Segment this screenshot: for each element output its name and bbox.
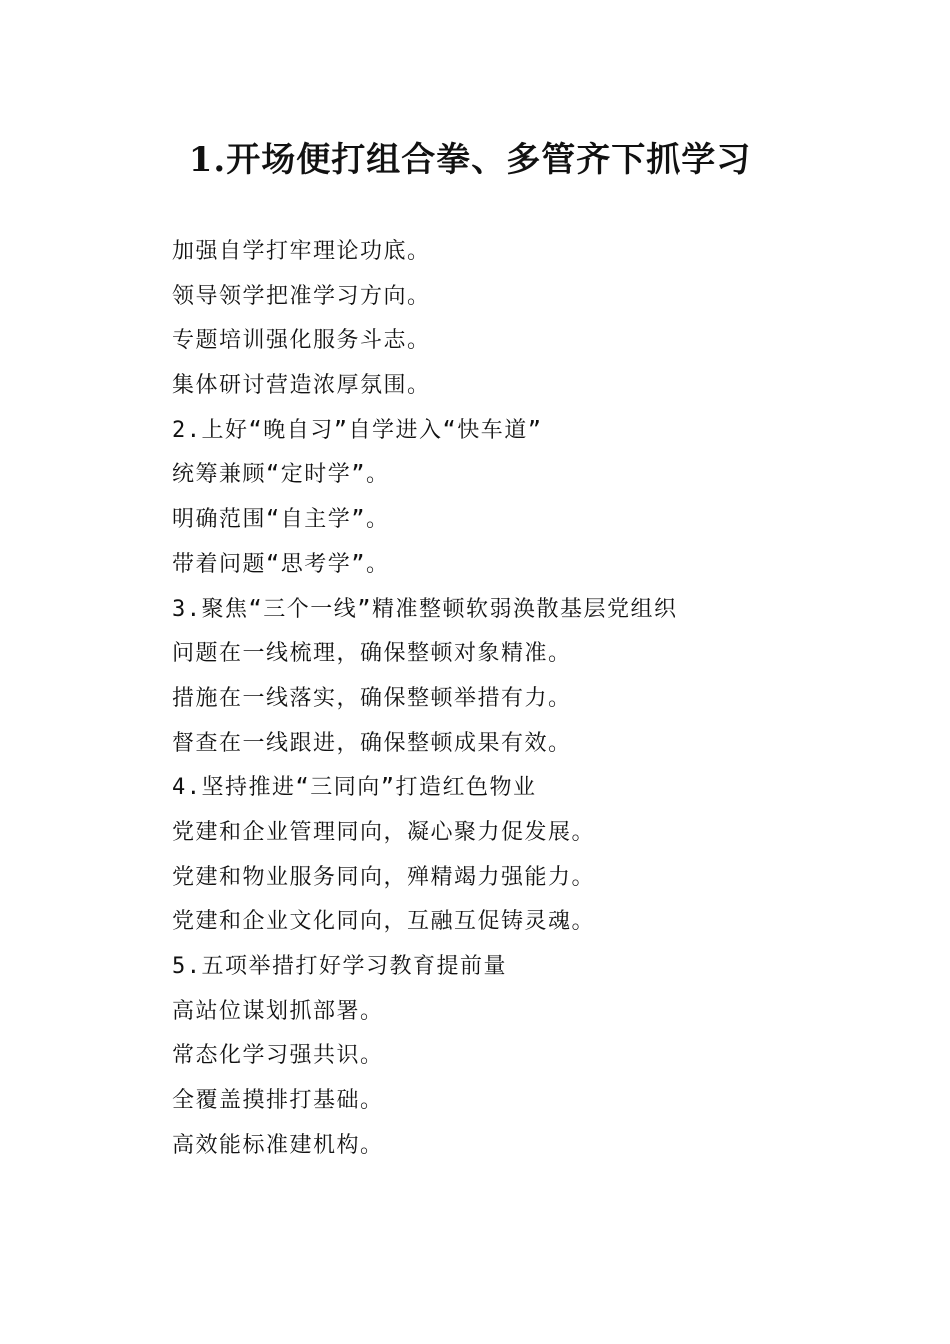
section-heading: 3.聚焦“三个一线”精准整顿软弱涣散基层党组织 <box>172 596 678 622</box>
document-body <box>172 230 892 1168</box>
text-line: 高站位谋划抓部署。 <box>172 998 384 1024</box>
text-line: 统筹兼顾“定时学”。 <box>172 462 390 488</box>
text-line: 党建和物业服务同向，殚精竭力强能力。 <box>172 864 596 890</box>
section-heading: 4.坚持推进“三同向”打造红色物业 <box>172 775 537 801</box>
text-line: 专题培训强化服务斗志。 <box>172 328 431 354</box>
text-line: 措施在一线落实，确保整顿举措有力。 <box>172 685 572 711</box>
text-line: 党建和企业管理同向，凝心聚力促发展。 <box>172 819 596 845</box>
text-line: 全覆盖摸排打基础。 <box>172 1088 384 1114</box>
text-line: 问题在一线梳理，确保整顿对象精准。 <box>172 641 572 667</box>
section-heading: 2.上好“晚自习”自学进入“快车道” <box>172 417 543 443</box>
text-line: 领导领学把准学习方向。 <box>172 283 431 309</box>
document-title: 1.开场便打组合拳、多管齐下抓学习 <box>188 140 752 180</box>
text-line: 常态化学习强共识。 <box>172 1043 384 1069</box>
text-line: 集体研讨营造浓厚氛围。 <box>172 373 431 399</box>
section-heading: 5.五项举措打好学习教育提前量 <box>172 954 507 979</box>
text-line: 督查在一线跟进，确保整顿成果有效。 <box>172 730 572 756</box>
text-line: 明确范围“自主学”。 <box>172 507 390 533</box>
text-line: 带着问题“思考学”。 <box>172 551 390 577</box>
text-line: 高效能标准建机构。 <box>172 1132 384 1158</box>
text-line: 加强自学打牢理论功底。 <box>172 239 431 264</box>
text-line: 党建和企业文化同向，互融互促铸灵魂。 <box>172 909 596 935</box>
